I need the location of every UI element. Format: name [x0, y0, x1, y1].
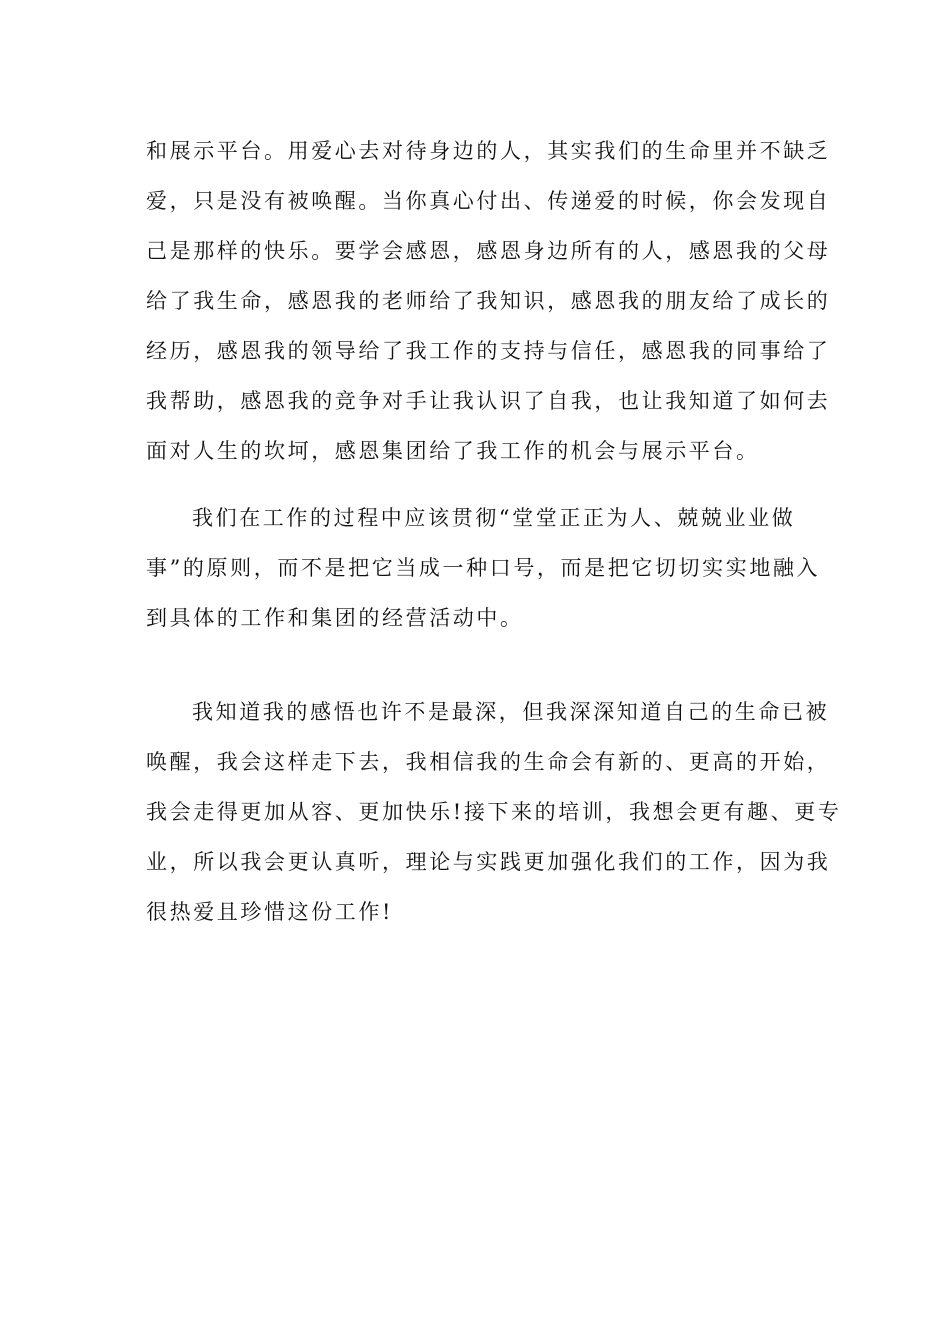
paragraph-line: 给了我生命，感恩我的老师给了我知识，感恩我的朋友给了成长的 — [146, 289, 831, 313]
paragraph-line: 我们在工作的过程中应该贯彻“堂堂正正为人、兢兢业业做 — [192, 506, 796, 530]
paragraph-reflection — [146, 687, 842, 937]
paragraph-line: 业，所以我会更认真听，理论与实践更加强化我们的工作，因为我 — [146, 850, 831, 874]
paragraph-line: 爱，只是没有被唤醒。当你真心付出、传递爱的时候，你会发现自 — [146, 189, 831, 213]
paragraph-line: 面对人生的坎坷，感恩集团给了我工作的机会与展示平台。 — [146, 439, 760, 463]
paragraph-line: 很热爱且珍惜这份工作! — [146, 900, 394, 924]
paragraph-principle — [146, 493, 821, 643]
paragraph-line: 己是那样的快乐。要学会感恩，感恩身边所有的人，感恩我的父母 — [146, 239, 831, 263]
paragraph-line: 我知道我的感悟也许不是最深，但我深深知道自己的生命已被 — [192, 700, 830, 724]
paragraph-line: 事”的原则，而不是把它当成一种口号，而是把它切切实实地融入 — [146, 556, 821, 580]
paragraph-line: 到具体的工作和集团的经营活动中。 — [146, 606, 524, 630]
paragraph-line: 和展示平台。用爱心去对待身边的人，其实我们的生命里并不缺乏 — [146, 139, 831, 163]
paragraph-line: 经历，感恩我的领导给了我工作的支持与信任，感恩我的同事给了 — [146, 339, 831, 363]
paragraph-gratitude — [146, 126, 831, 476]
paragraph-line: 我帮助，感恩我的竞争对手让我认识了自我，也让我知道了如何去 — [146, 389, 831, 413]
paragraph-line: 我会走得更加从容、更加快乐!接下来的培训，我想会更有趣、更专 — [146, 800, 842, 824]
paragraph-line: 唤醒，我会这样走下去，我相信我的生命会有新的、更高的开始， — [146, 750, 831, 774]
